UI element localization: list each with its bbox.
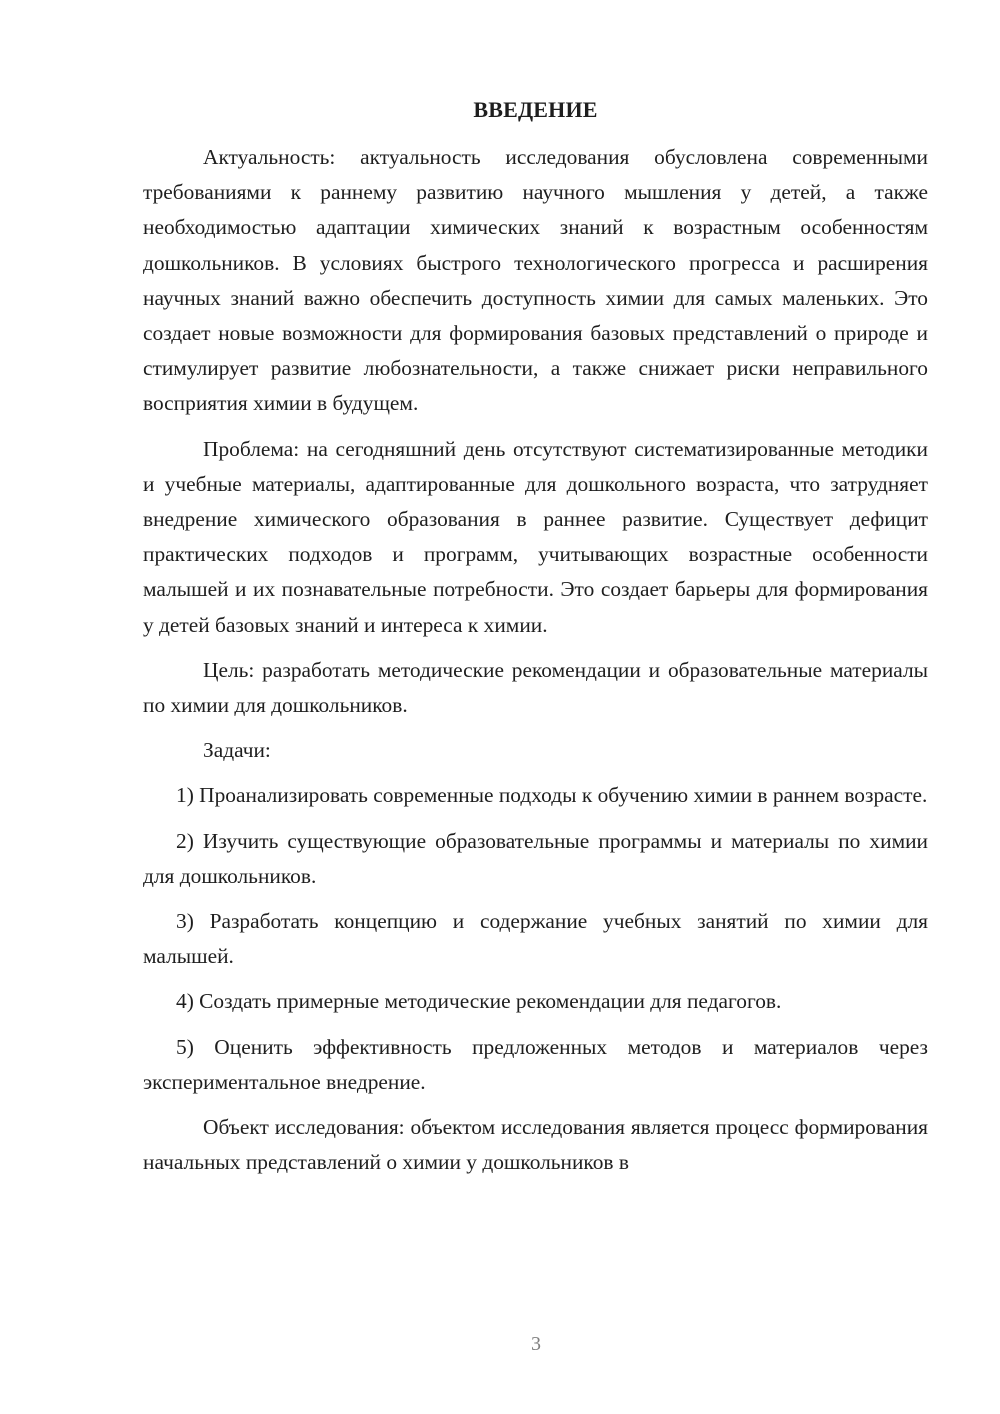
problem-paragraph: Проблема: на сегодняшний день отсутствуют систематизированные методики и учебные материалы, адаптированные для дошкольного возраста, что затрудняет внедрение химического образования в раннее развитие. Существует дефицит практических подходов и программ, учитывающих возрастные особенности малышей и их познавательные потребности. Это создает барьеры для формирования у детей базовых знаний и интереса к химии.: [143, 436, 928, 637]
tasks-label: Задачи:: [203, 738, 271, 763]
page-number: 3: [531, 1333, 541, 1355]
object-paragraph: Объект исследования: объектом исследования является процесс формирования начальных представлений о химии у дошкольников в: [143, 1115, 928, 1175]
task-item: 2) Изучить существующие образовательные программы и материалы по химии для дошкольников.: [143, 828, 928, 888]
task-item: 1) Проанализировать современные подходы к обучению химии в раннем возрасте.: [176, 783, 928, 808]
task-item: 4) Создать примерные методические рекомендации для педагогов.: [176, 989, 782, 1014]
goal-paragraph: Цель: разработать методические рекомендации и образовательные материалы по химии для дошкольников.: [143, 657, 928, 718]
relevance-paragraph: Актуальность: актуальность исследования обусловлена современными требованиями к раннему развитию научного мышления у детей, а также необходимостью адаптации химических знаний к возрастным особенностям дошкольников. В условиях быстрого технологического прогресса и расширения научных знаний важно обеспечить доступность химии для самых маленьких. Это создает новые возможности для формирования базовых представлений о природе и стимулирует развитие любознательности, а также снижает риски неправильного восприятия химии в будущем.: [143, 145, 928, 416]
section-heading: ВВЕДЕНИЕ: [473, 97, 598, 122]
task-item: 3) Разработать концепцию и содержание учебных занятий по химии для малышей.: [143, 909, 928, 969]
document-page: [143, 88, 928, 1190]
task-item: 5) Оценить эффективность предложенных методов и материалов через экспериментальное внедрение.: [143, 1034, 928, 1094]
